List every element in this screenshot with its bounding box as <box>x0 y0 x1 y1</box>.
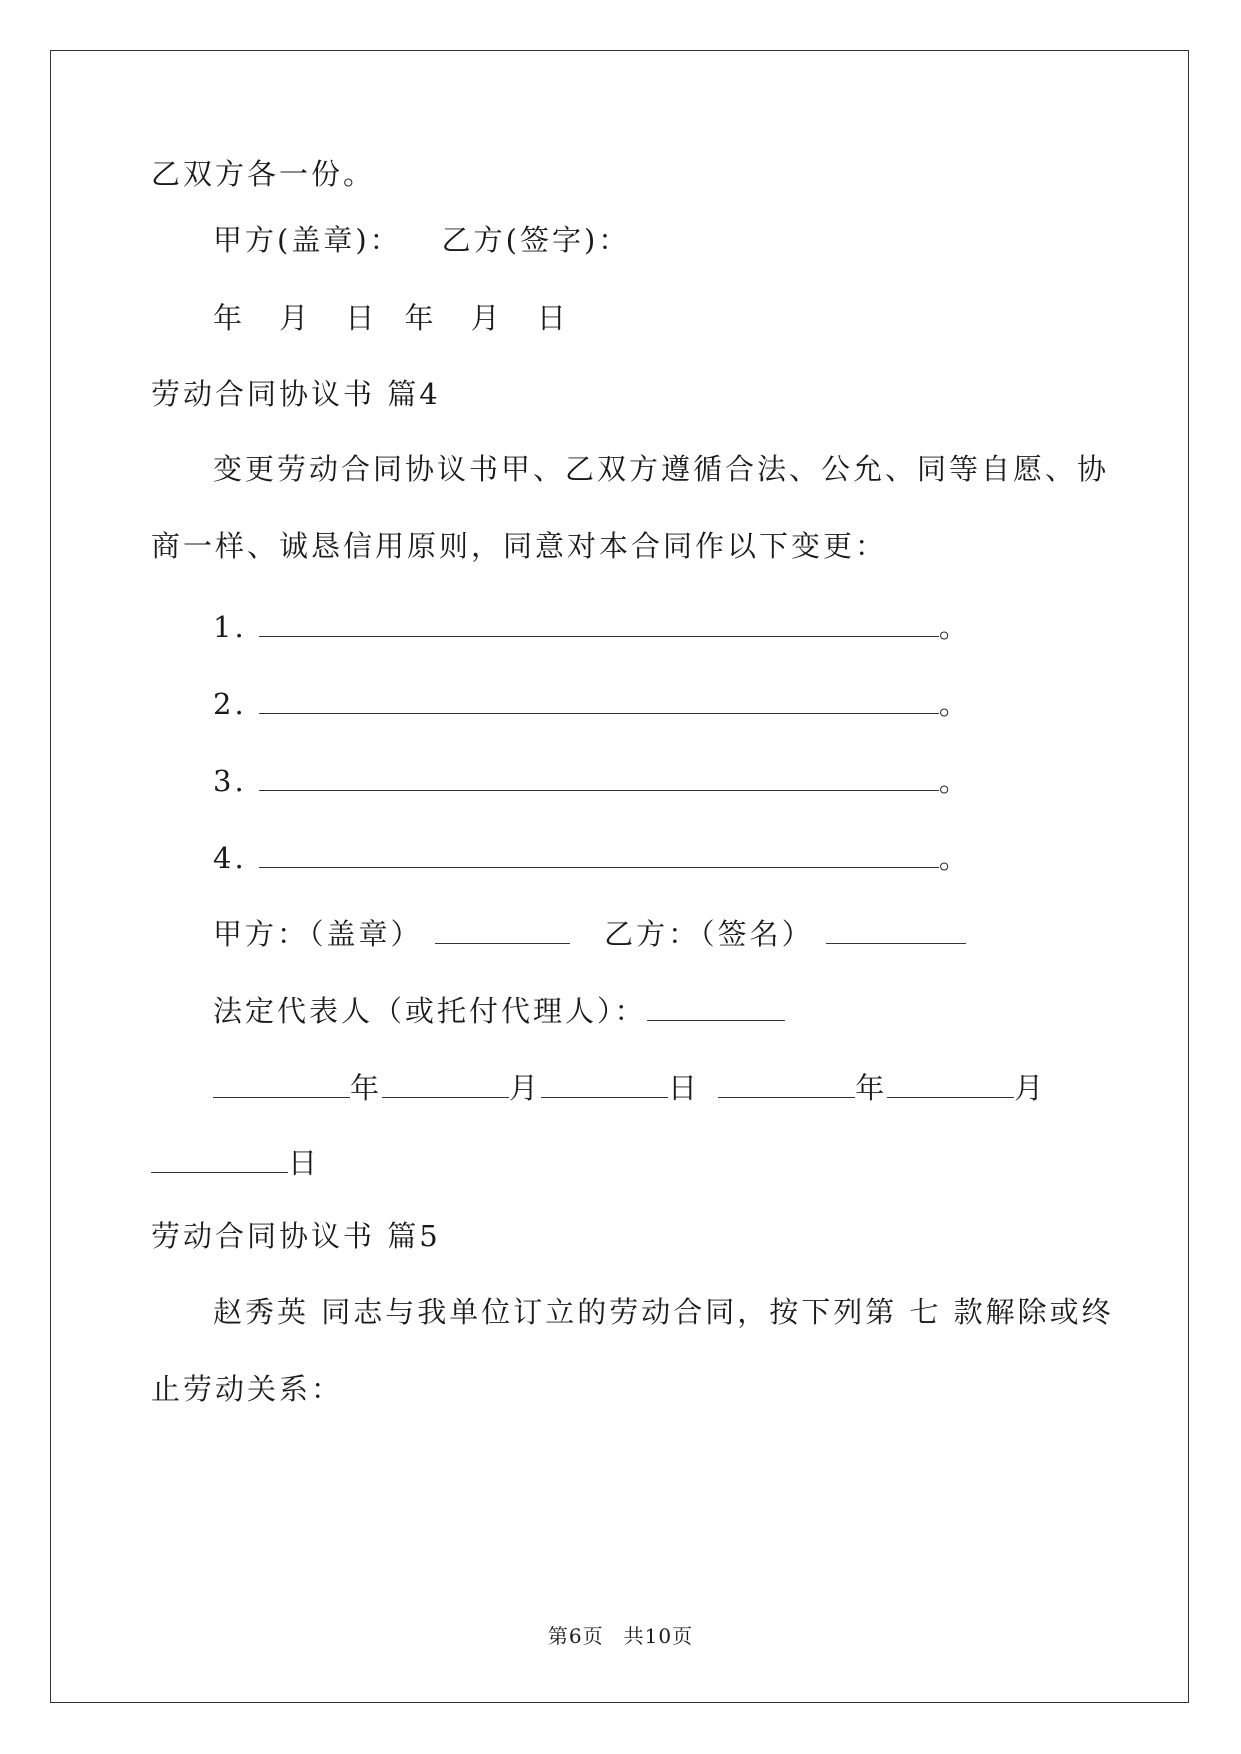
representative-label: 法定代表人（或托付代理人）： <box>213 994 647 1028</box>
item-end: 。 <box>938 610 971 644</box>
fill-blank <box>647 994 785 1021</box>
day-char: 日 <box>668 1071 701 1105</box>
signature-line <box>213 223 631 257</box>
day-char: 日 <box>288 1146 321 1180</box>
fill-blank <box>826 917 966 944</box>
item-end: 。 <box>938 841 971 875</box>
item-number: 3. <box>213 764 247 798</box>
fill-blank <box>213 1071 350 1098</box>
party-sign-line <box>213 917 966 949</box>
section-heading-4: 劳动合同协议书 篇4 <box>151 377 441 411</box>
numbered-item <box>213 841 971 873</box>
fill-blank <box>259 841 939 868</box>
text-line: 乙双方各一份。 <box>151 157 376 191</box>
date-a: 年 月 日 <box>213 301 389 335</box>
page-total: 共10页 <box>623 1624 694 1648</box>
fill-blank <box>541 1071 668 1098</box>
page-footer <box>0 1620 1241 1649</box>
fill-blank <box>259 687 939 714</box>
item-end: 。 <box>938 764 971 798</box>
date-line <box>213 301 580 335</box>
fill-blank <box>718 1071 855 1098</box>
fill-blank <box>435 917 570 944</box>
fill-blank <box>259 610 939 637</box>
item-number: 4. <box>213 841 247 875</box>
paragraph-line: 变更劳动合同协议书甲、乙双方遵循合法、公允、同等自愿、协 <box>213 452 1110 486</box>
numbered-item <box>213 764 971 796</box>
year-char: 年 <box>855 1071 888 1105</box>
item-number: 2. <box>213 687 247 721</box>
paragraph-line: 止劳动关系： <box>151 1372 344 1406</box>
party-b-sign-label: 乙方(签字)： <box>441 223 631 257</box>
month-char: 月 <box>1014 1071 1047 1105</box>
numbered-item <box>213 610 971 642</box>
page-number: 第6页 <box>547 1624 604 1648</box>
section-heading-5: 劳动合同协议书 篇5 <box>151 1219 441 1253</box>
fill-blank <box>259 764 939 791</box>
party-a-seal-label: 甲方(盖章)： <box>213 223 402 257</box>
party-a-label: 甲方：（盖章） <box>213 917 423 951</box>
paragraph-line: 赵秀英 同志与我单位订立的劳动合同，按下列第 七 款解除或终 <box>213 1295 1114 1329</box>
date-b: 年 月 日 <box>404 301 580 335</box>
item-end: 。 <box>938 687 971 721</box>
party-b-label: 乙方：（签名） <box>604 917 814 951</box>
blank-date-line <box>213 1071 1046 1103</box>
fill-blank <box>382 1071 509 1098</box>
numbered-item <box>213 687 971 719</box>
year-char: 年 <box>350 1071 383 1105</box>
blank-day-line <box>151 1146 320 1178</box>
fill-blank <box>887 1071 1014 1098</box>
item-number: 1. <box>213 610 247 644</box>
page-border <box>50 50 1189 1703</box>
representative-line <box>213 994 785 1026</box>
paragraph-line: 商一样、诚恳信用原则，同意对本合同作以下变更： <box>151 529 888 563</box>
fill-blank <box>151 1146 288 1173</box>
month-char: 月 <box>509 1071 542 1105</box>
